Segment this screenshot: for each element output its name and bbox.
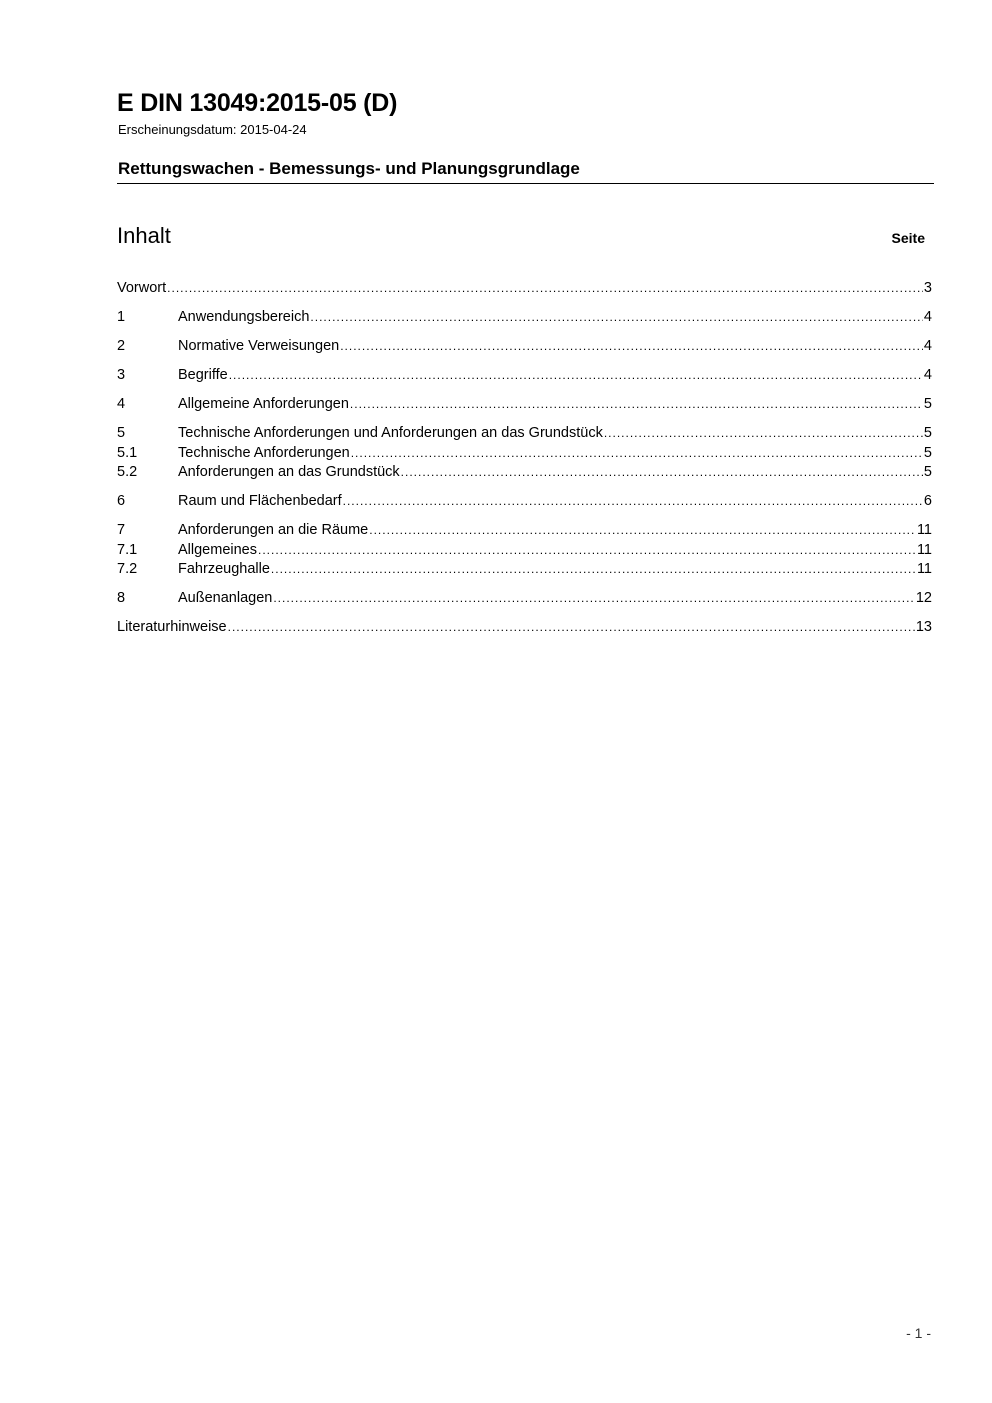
- toc-entry[interactable]: [117, 492, 932, 512]
- toc-leader-dots: [229, 366, 923, 386]
- toc-entry[interactable]: [117, 279, 932, 299]
- toc-leader-dots: [343, 492, 923, 512]
- toc-entry-page: 4: [923, 367, 932, 383]
- toc-entry-page: 11: [916, 561, 932, 577]
- toc-entry-text: Technische Anforderungen und Anforderungen an das Grundstück: [178, 425, 603, 441]
- toc-entry[interactable]: [117, 589, 932, 609]
- toc-leader-dots: [340, 337, 923, 357]
- toc-entry-number: 7.1: [117, 541, 138, 558]
- toc-entry-number: 8: [117, 590, 126, 606]
- toc-entry-text: Anforderungen an das Grundstück: [178, 464, 400, 480]
- toc-entry-text: Begriffe: [178, 367, 228, 383]
- toc-entry[interactable]: [117, 618, 932, 638]
- toc-entry-page: 6: [923, 493, 932, 509]
- toc-entry-text: Technische Anforderungen: [178, 444, 350, 461]
- toc-entry[interactable]: [117, 560, 932, 580]
- toc-entry-page: 11: [916, 541, 932, 558]
- toc-leader-dots: [167, 279, 923, 299]
- toc-entry[interactable]: [117, 463, 932, 483]
- toc-entry[interactable]: [117, 366, 932, 386]
- toc-leader-dots: [273, 589, 915, 609]
- toc-entry-text: Allgemeine Anforderungen: [178, 396, 349, 412]
- toc-entry-text: Anwendungsbereich: [178, 309, 310, 325]
- toc-entry-page: 5: [923, 396, 932, 412]
- toc-entry-text: Literaturhinweise: [117, 619, 227, 635]
- toc-entry-number: 4: [117, 396, 126, 412]
- toc-entry-number: 5.1: [117, 444, 138, 461]
- toc-entry-page: 4: [923, 338, 932, 354]
- toc-leader-dots: [604, 424, 923, 444]
- toc-entry-page: 12: [915, 590, 932, 606]
- toc-heading: Inhalt: [117, 223, 171, 248]
- toc-entry-number: 7.2: [117, 561, 138, 577]
- page-number: - 1 -: [906, 1325, 931, 1341]
- toc-entry-page: 4: [923, 309, 932, 325]
- toc-entry[interactable]: [117, 308, 932, 328]
- document-title: Rettungswachen - Bemessungs- und Planungsgrundlage: [118, 159, 580, 178]
- toc-leader-dots: [310, 308, 923, 328]
- toc-entry-page: 5: [923, 464, 932, 480]
- toc-entry-number: 7: [117, 522, 126, 538]
- toc-entry-text: Anforderungen an die Räume: [178, 522, 369, 538]
- toc-entry-number: 2: [117, 338, 126, 354]
- document-id: E DIN 13049:2015-05 (D): [117, 89, 398, 117]
- toc-entry[interactable]: [117, 424, 932, 444]
- toc-entry-text: Außenanlagen: [178, 590, 273, 606]
- toc-entry-number: 1: [117, 309, 126, 325]
- toc-entry-page: 5: [923, 444, 932, 461]
- toc-entry[interactable]: [117, 521, 932, 541]
- toc-entry-page: 13: [915, 619, 932, 635]
- toc-leader-dots: [228, 618, 915, 638]
- toc-entry[interactable]: [117, 337, 932, 357]
- toc-entry[interactable]: [117, 444, 932, 464]
- toc-entry-page: 3: [923, 280, 932, 296]
- toc-entry-page: 11: [916, 522, 932, 538]
- toc-entry[interactable]: [117, 395, 932, 415]
- toc-leader-dots: [401, 463, 923, 483]
- toc-entry-text: Fahrzeughalle: [178, 561, 270, 577]
- toc-leader-dots: [258, 541, 916, 561]
- toc-entry-number: 3: [117, 367, 126, 383]
- toc-entry-text: Normative Verweisungen: [178, 338, 340, 354]
- toc-leader-dots: [350, 395, 923, 415]
- toc-entry-page: 5: [923, 425, 932, 441]
- toc-leader-dots: [271, 560, 916, 580]
- toc-entry-text: Raum und Flächenbedarf: [178, 493, 342, 509]
- toc-entry-number: 5: [117, 425, 126, 441]
- toc-entry-text: Vorwort: [117, 280, 167, 296]
- toc-leader-dots: [369, 521, 916, 541]
- title-rule: [117, 183, 934, 184]
- table-of-contents: [117, 279, 932, 638]
- publication-date: Erscheinungsdatum: 2015-04-24: [118, 122, 307, 137]
- toc-entry-number: 5.2: [117, 464, 138, 480]
- toc-entry-number: 6: [117, 493, 126, 509]
- page-column-label: Seite: [891, 230, 925, 246]
- toc-leader-dots: [351, 444, 923, 464]
- toc-entry[interactable]: [117, 541, 932, 561]
- toc-entry-text: Allgemeines: [178, 541, 257, 558]
